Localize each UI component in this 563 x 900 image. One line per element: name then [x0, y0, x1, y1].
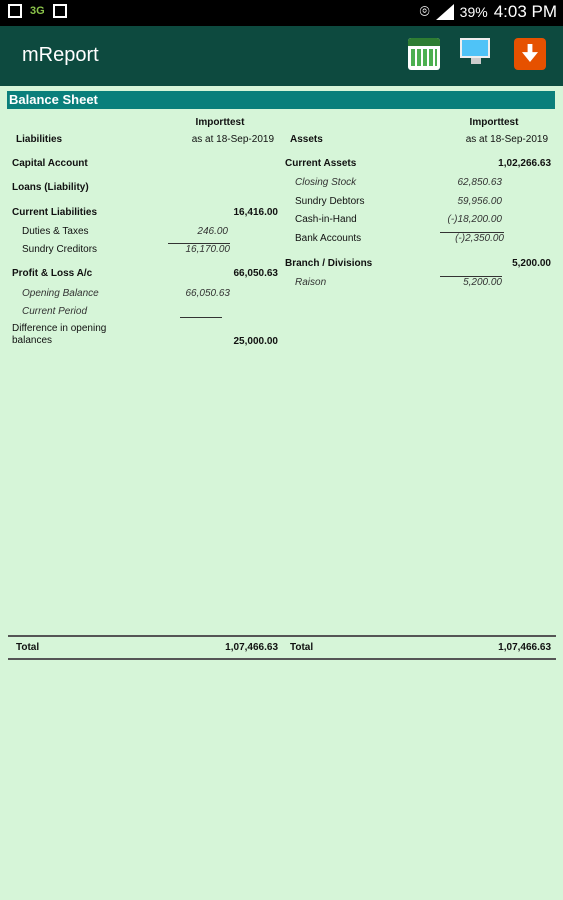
branch-divisions-total: 5,200.00 — [512, 258, 551, 269]
capital-account[interactable]: Capital Account — [12, 158, 88, 169]
left-date: as at 18-Sep-2019 — [191, 134, 274, 145]
current-assets-total: 1,02,266.63 — [498, 158, 551, 169]
sundry-debtors-value: 59,956.00 — [457, 196, 502, 207]
app-title: mReport — [22, 44, 99, 66]
total-rule-top — [8, 635, 556, 637]
left-total-label: Total — [16, 642, 40, 653]
closing-stock-value: 62,850.63 — [457, 177, 502, 188]
left-company: Importtest — [195, 117, 245, 128]
total-rule-bottom — [8, 658, 556, 660]
sundry-debtors[interactable]: Sundry Debtors — [295, 196, 365, 207]
sundry-creditors-value: 16,170.00 — [168, 243, 230, 255]
wifi-icon: ⌾ — [419, 2, 430, 21]
sheet-title: Balance Sheet — [7, 91, 555, 109]
bank-accounts[interactable]: Bank Accounts — [295, 233, 362, 244]
battery-level: 39% — [459, 4, 488, 20]
current-assets[interactable]: Current Assets — [285, 158, 357, 169]
difference-opening-value: 25,000.00 — [233, 336, 278, 347]
cash-in-hand[interactable]: Cash-in-Hand — [295, 214, 357, 225]
assets-heading: Assets — [290, 134, 323, 145]
opening-balance[interactable]: Opening Balance — [22, 288, 99, 299]
raison[interactable]: Raison — [295, 277, 327, 288]
loans-liability[interactable]: Loans (Liability) — [12, 182, 89, 193]
monitor-icon[interactable] — [460, 38, 492, 70]
status-bar — [0, 0, 563, 26]
app-bar — [0, 26, 563, 86]
file-icon — [53, 4, 67, 18]
current-liabilities-total: 16,416.00 — [233, 207, 278, 218]
duties-taxes-value: 246.00 — [197, 226, 228, 237]
right-total: 1,07,466.63 — [498, 642, 551, 653]
left-total: 1,07,466.63 — [225, 642, 278, 653]
gallery-icon — [8, 4, 22, 18]
difference-opening-balances[interactable]: Difference in opening balances — [12, 323, 107, 346]
signal-icon — [436, 4, 454, 20]
branch-divisions[interactable]: Branch / Divisions — [285, 258, 373, 269]
closing-stock[interactable]: Closing Stock — [295, 177, 357, 188]
profit-loss-total: 66,050.63 — [233, 268, 278, 279]
liabilities-heading: Liabilities — [16, 134, 63, 145]
export-icon[interactable] — [514, 38, 546, 70]
current-period-rule — [180, 309, 222, 318]
cash-in-hand-value: (-)18,200.00 — [447, 214, 502, 225]
current-period[interactable]: Current Period — [22, 306, 88, 317]
clock: 4:03 PM — [493, 2, 557, 21]
bank-accounts-value: (-)2,350.00 — [440, 232, 504, 244]
right-company: Importtest — [469, 117, 519, 128]
right-date: as at 18-Sep-2019 — [465, 134, 548, 145]
current-liabilities[interactable]: Current Liabilities — [12, 207, 98, 218]
network-type: 3G — [30, 5, 45, 17]
raison-value: 5,200.00 — [440, 276, 502, 288]
balance-sheet — [0, 86, 563, 900]
sundry-creditors[interactable]: Sundry Creditors — [22, 244, 98, 255]
calendar-icon[interactable] — [408, 38, 440, 70]
right-total-label: Total — [290, 642, 314, 653]
profit-loss[interactable]: Profit & Loss A/c — [12, 268, 93, 279]
opening-balance-value: 66,050.63 — [185, 288, 230, 299]
duties-taxes[interactable]: Duties & Taxes — [22, 226, 89, 237]
